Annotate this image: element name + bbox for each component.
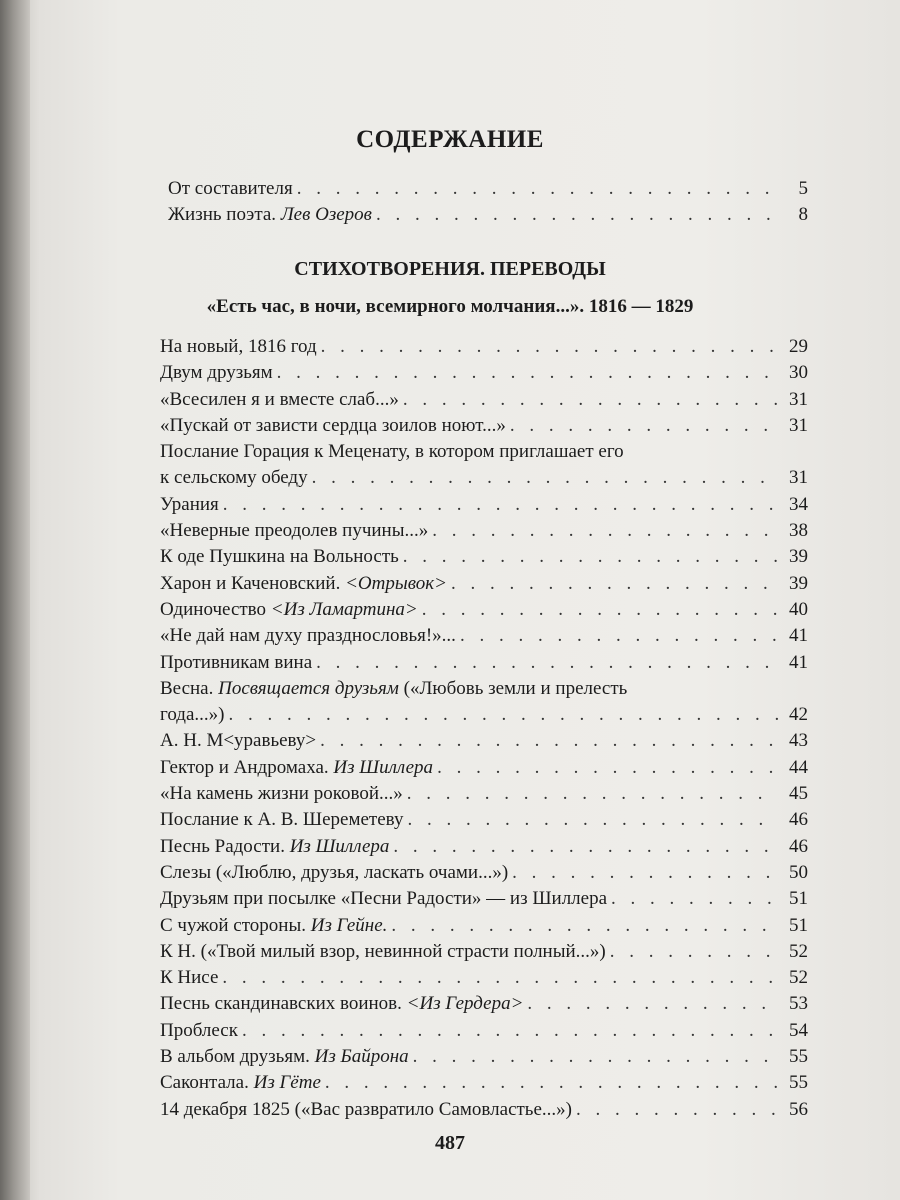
entry-title	[160, 678, 627, 699]
entry-page: 31	[789, 414, 808, 436]
entry-page: 45	[789, 783, 808, 805]
entry-title	[160, 518, 428, 544]
entry-title-text: «Не дай нам духу празднословья!»...	[160, 625, 456, 647]
entry-title-text: «Неверные преодолев пучины...»	[160, 520, 429, 542]
dot-leader	[403, 544, 778, 570]
toc-entry	[160, 991, 808, 1017]
toc-entry	[168, 202, 808, 228]
dot-leader	[422, 597, 778, 623]
entry-title	[160, 1018, 238, 1044]
entry-title	[160, 913, 387, 939]
entry-title-italic: Из Байрона	[314, 1046, 409, 1068]
toc-entry	[160, 965, 808, 991]
section-title: СТИХОТВОРЕНИЯ. ПЕРЕВОДЫ	[294, 258, 606, 280]
intro-entries	[168, 176, 808, 228]
entry-title	[160, 441, 624, 462]
entry-title-text: А. Н. М<уравьеву>	[160, 730, 317, 752]
dot-leader	[512, 860, 778, 886]
toc-heading: СОДЕРЖАНИЕ	[356, 126, 544, 153]
entry-page: 51	[789, 914, 808, 936]
entry-title	[160, 965, 218, 991]
entry-title	[160, 571, 447, 597]
entry-title-text: Послание к А. В. Шереметеву	[160, 809, 404, 831]
dot-leader	[403, 387, 778, 413]
toc-entry	[160, 492, 808, 518]
toc-list	[160, 334, 808, 1123]
entry-title-italic: Из Шиллера	[333, 756, 434, 778]
dot-leader	[393, 834, 778, 860]
toc-entry	[160, 334, 808, 360]
toc-entry	[160, 597, 808, 623]
toc-entry	[160, 728, 808, 754]
toc-entry	[160, 1044, 808, 1070]
entry-page: 43	[789, 730, 808, 752]
entry-title	[160, 860, 508, 886]
entry-title-text: На новый, 1816 год	[160, 336, 317, 357]
entry-title	[168, 202, 372, 228]
dot-leader	[325, 1070, 778, 1096]
entry-title-italic: <Из Ламартина>	[270, 598, 418, 620]
entry-title-text: К Нисе	[160, 967, 219, 989]
dot-leader	[316, 650, 778, 676]
toc-entry	[160, 1018, 808, 1044]
entry-page: 41	[789, 651, 808, 673]
dot-leader	[376, 202, 778, 228]
entry-page: 40	[789, 598, 808, 620]
entry-title-italic: Из Гейне.	[310, 914, 388, 936]
entry-page: 31	[789, 467, 808, 489]
dot-leader	[610, 939, 778, 965]
entry-title-text: В альбом друзьям.	[160, 1046, 315, 1068]
entry-title-text: Песнь Радости.	[160, 835, 290, 857]
entry-title-text: Песнь скандинавских воинов.	[160, 993, 407, 1015]
entry-title-text: Проблеск	[160, 1019, 238, 1041]
entry-page: 46	[789, 835, 808, 857]
toc-entry	[160, 939, 808, 965]
entry-title	[160, 1044, 409, 1070]
entry-title-text: Урания	[160, 493, 219, 515]
entry-title	[160, 492, 219, 518]
entry-title-text: Саконтала.	[160, 1072, 254, 1094]
entry-page: 56	[789, 1098, 808, 1120]
dot-leader	[228, 702, 778, 728]
entry-title-italic: Из Шиллера	[289, 835, 390, 857]
entry-page: 53	[789, 993, 808, 1015]
entry-page: 55	[789, 1072, 808, 1094]
entry-title-text: «На камень жизни роковой...»	[160, 783, 403, 805]
entry-title-text: Послание Горация к Меценату, в котором приглашает его	[160, 441, 624, 463]
entry-title-text: К Н. («Твой милый взор, невинной страсти полный...»)	[160, 940, 606, 962]
entry-title	[160, 387, 399, 413]
dot-leader	[312, 465, 778, 491]
dot-leader	[611, 886, 778, 912]
entry-title-text: «Всесилен я и вместе слаб...»	[160, 388, 399, 410]
dot-leader	[527, 991, 778, 1017]
entry-line-2	[160, 702, 808, 728]
entry-page: 30	[789, 362, 808, 384]
entry-page: 52	[789, 940, 808, 962]
entry-title	[160, 1070, 321, 1096]
toc-entry	[160, 807, 808, 833]
dot-leader	[321, 334, 778, 360]
dot-leader	[413, 1044, 778, 1070]
entry-title-continuation: года...»)	[160, 704, 225, 726]
dot-leader	[297, 176, 778, 202]
entry-title	[160, 939, 606, 965]
entry-title	[160, 413, 506, 439]
entry-page: 34	[789, 493, 808, 515]
toc-entry	[160, 571, 808, 597]
dot-leader	[407, 781, 778, 807]
toc-entry	[160, 623, 808, 649]
toc-entry	[160, 755, 808, 781]
entry-title-text: Друзьям при посылке «Песни Радости» — из Шиллера	[160, 888, 608, 910]
toc-entry	[160, 518, 808, 544]
dot-leader	[277, 360, 778, 386]
entry-title-italic: Лев Озеров	[280, 204, 372, 225]
entry-title-italic: Из Гёте	[253, 1072, 321, 1094]
entry-page: 51	[789, 888, 808, 910]
toc-entry	[160, 650, 808, 676]
toc-entry	[160, 676, 808, 729]
toc-entry	[160, 860, 808, 886]
entry-page: 54	[789, 1019, 808, 1041]
toc-entry	[160, 439, 808, 492]
page-number: 487	[435, 1132, 465, 1154]
toc-entry	[160, 886, 808, 912]
entry-title-text: Гектор и Андромаха.	[160, 756, 334, 778]
entry-title	[160, 991, 523, 1017]
entry-title-text: Харон и Каченовский.	[160, 572, 346, 594]
entry-title	[160, 755, 433, 781]
entry-title-text: Жизнь поэта.	[168, 204, 281, 225]
entry-title-tail: («Любовь земли и прелесть	[398, 677, 628, 699]
entry-title-text: «Пускай от зависти сердца зоилов ноют...»	[160, 414, 506, 436]
entry-title-text: 14 декабря 1825 («Вас развратило Самовластье...»)	[160, 1098, 572, 1120]
dot-leader	[391, 913, 778, 939]
entry-title-text: Весна.	[160, 677, 219, 699]
entry-page: 41	[789, 625, 808, 647]
dot-leader	[437, 755, 778, 781]
entry-title	[160, 728, 316, 754]
dot-leader	[432, 518, 778, 544]
entry-title	[160, 597, 418, 623]
entry-title-text: Двум друзьям	[160, 362, 273, 384]
toc-entry	[160, 413, 808, 439]
toc-entry	[160, 360, 808, 386]
dot-leader	[222, 965, 778, 991]
toc-entry	[160, 834, 808, 860]
dot-leader	[320, 728, 778, 754]
entry-title-text: От составителя	[168, 178, 293, 199]
entry-page: 38	[789, 520, 808, 542]
entry-title-text: Одиночество	[160, 598, 271, 620]
toc-entry	[160, 387, 808, 413]
entry-title	[160, 886, 607, 912]
entry-title	[168, 176, 293, 202]
subsection-title: «Есть час, в ночи, всемирного молчания...». 1816 — 1829	[206, 296, 694, 317]
toc-entry	[160, 1070, 808, 1096]
entry-title	[160, 360, 273, 386]
dot-leader	[451, 571, 778, 597]
dot-leader	[407, 807, 778, 833]
entry-page: 29	[789, 336, 808, 357]
entry-page: 39	[789, 572, 808, 594]
entry-title	[160, 807, 403, 833]
entry-line-2	[160, 465, 808, 491]
entry-title	[160, 334, 317, 360]
dot-leader	[223, 492, 778, 518]
entry-title-text: К оде Пушкина на Вольность	[160, 546, 399, 568]
entry-title-text: Противникам вина	[160, 651, 313, 673]
book-spine-shadow	[0, 0, 30, 1200]
toc-entry	[160, 544, 808, 570]
entry-page: 52	[789, 967, 808, 989]
entry-page: 50	[789, 861, 808, 883]
entry-title-text: Слезы («Люблю, друзья, ласкать очами...»)	[160, 861, 509, 883]
toc-entry	[168, 176, 808, 202]
entry-title-text: С чужой стороны.	[160, 914, 311, 936]
dot-leader	[242, 1018, 778, 1044]
dot-leader	[510, 413, 778, 439]
entry-title-italic: <Отрывок>	[345, 572, 447, 594]
entry-page: 8	[798, 204, 808, 225]
entry-title	[160, 834, 389, 860]
entry-line-1	[160, 439, 808, 465]
entry-title-italic: Посвящается друзьям	[218, 677, 399, 699]
entry-title	[160, 1097, 572, 1123]
toc-entry	[160, 781, 808, 807]
entry-title	[160, 544, 399, 570]
dot-leader	[576, 1097, 778, 1123]
entry-page: 46	[789, 809, 808, 831]
entry-title	[160, 781, 403, 807]
toc-entry	[160, 913, 808, 939]
entry-page: 39	[789, 546, 808, 568]
entry-page: 31	[789, 388, 808, 410]
entry-title	[160, 650, 312, 676]
entry-page: 44	[789, 756, 808, 778]
entry-title	[160, 623, 456, 649]
toc-entry	[160, 1097, 808, 1123]
entry-line-1	[160, 676, 808, 702]
entry-title-italic: <Из Гердера>	[406, 993, 524, 1015]
entry-title-continuation: к сельскому обеду	[160, 467, 308, 489]
entry-page: 42	[789, 704, 808, 726]
dot-leader	[460, 623, 778, 649]
entry-page: 55	[789, 1046, 808, 1068]
entry-page: 5	[798, 178, 808, 199]
